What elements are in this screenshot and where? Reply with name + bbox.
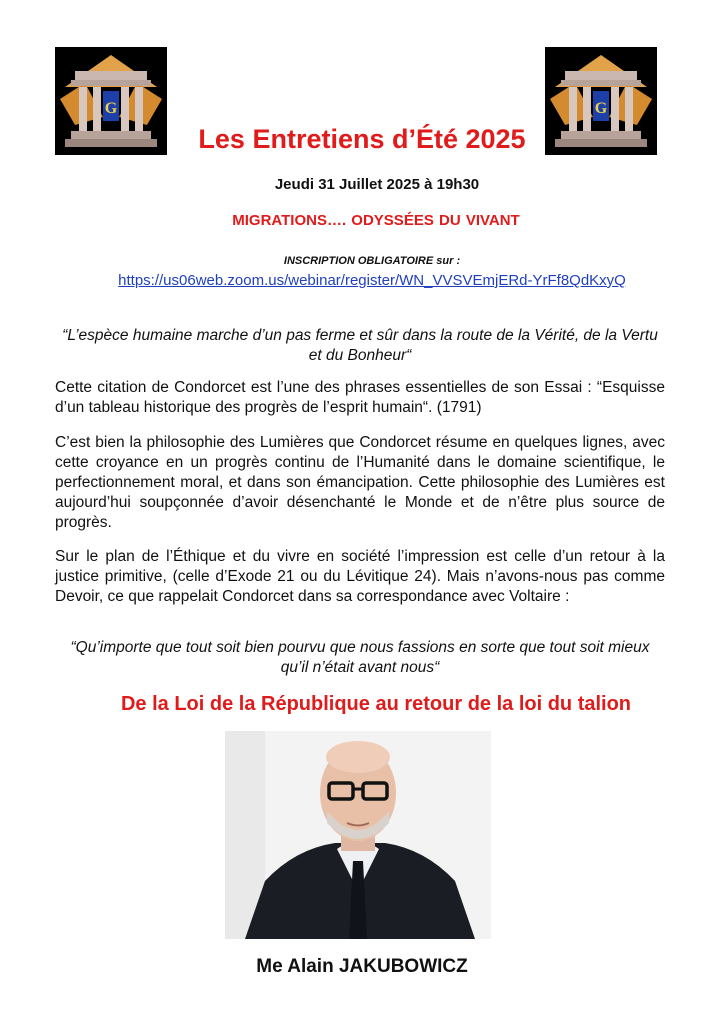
- paragraph-essai: Cette citation de Condorcet est l’une des phrases essentielles de son Essai : “Esquisse d’un tableau historique des progrès de l’esprit humain“. (1791): [55, 379, 665, 416]
- registration-label: INSCRIPTION OBLIGATOIRE sur :: [283, 255, 461, 267]
- paragraph-lumieres: C’est bien la philosophie des Lumières que Condorcet résume en quelques lignes, avec cette croyance en un progrès continu de l’Humanité dans le domaine scientifique, le perfectionnement moral, et dans son émancipation. Cette philosophie des Lumières est aujourd’hui soupçonnée d’avoir désenchanté le Monde et de n’être plus source de progrès.: [55, 434, 665, 531]
- speaker-portrait: [225, 731, 491, 939]
- speaker-photo: [225, 731, 491, 939]
- condorcet-quote: “L’espèce humaine marche d’un pas ferme et sûr dans la route de la Vérité, de la Vertu et du Bonheur“: [62, 327, 658, 364]
- paragraph-ethique: Sur le plan de l’Éthique et du vivre en société l’impression est celle d’un retour à la justice primitive, (celle d’Exode 21 ou du Lévitique 24). Mais n’avons-nous pas comme Devoir, ce que rappelait Condorcet dans sa correspondance avec Voltaire :: [55, 548, 665, 605]
- page-title: Les Entretiens d’Été 2025: [198, 124, 526, 154]
- event-date: Jeudi 31 Juillet 2025 à 19h30: [274, 176, 480, 193]
- voltaire-quote: “Qu’importe que tout soit bien pourvu que nous fassions en sorte que tout soit mieux qu’il n’était avant nous“: [70, 639, 650, 676]
- speaker-name: Me Alain JAKUBOWICZ: [256, 956, 468, 977]
- svg-text:G: G: [104, 100, 118, 117]
- svg-text:G: G: [594, 100, 608, 117]
- registration-link[interactable]: https://us06web.zoom.us/webinar/register/WN_VVSVEmjERd-YrFf8QdKxyQ: [118, 272, 626, 289]
- talk-subtitle: De la Loi de la République au retour de la loi du talion: [120, 693, 632, 715]
- event-theme: MIGRATIONS…. ODYSSÉES DU VIVANT: [232, 212, 520, 229]
